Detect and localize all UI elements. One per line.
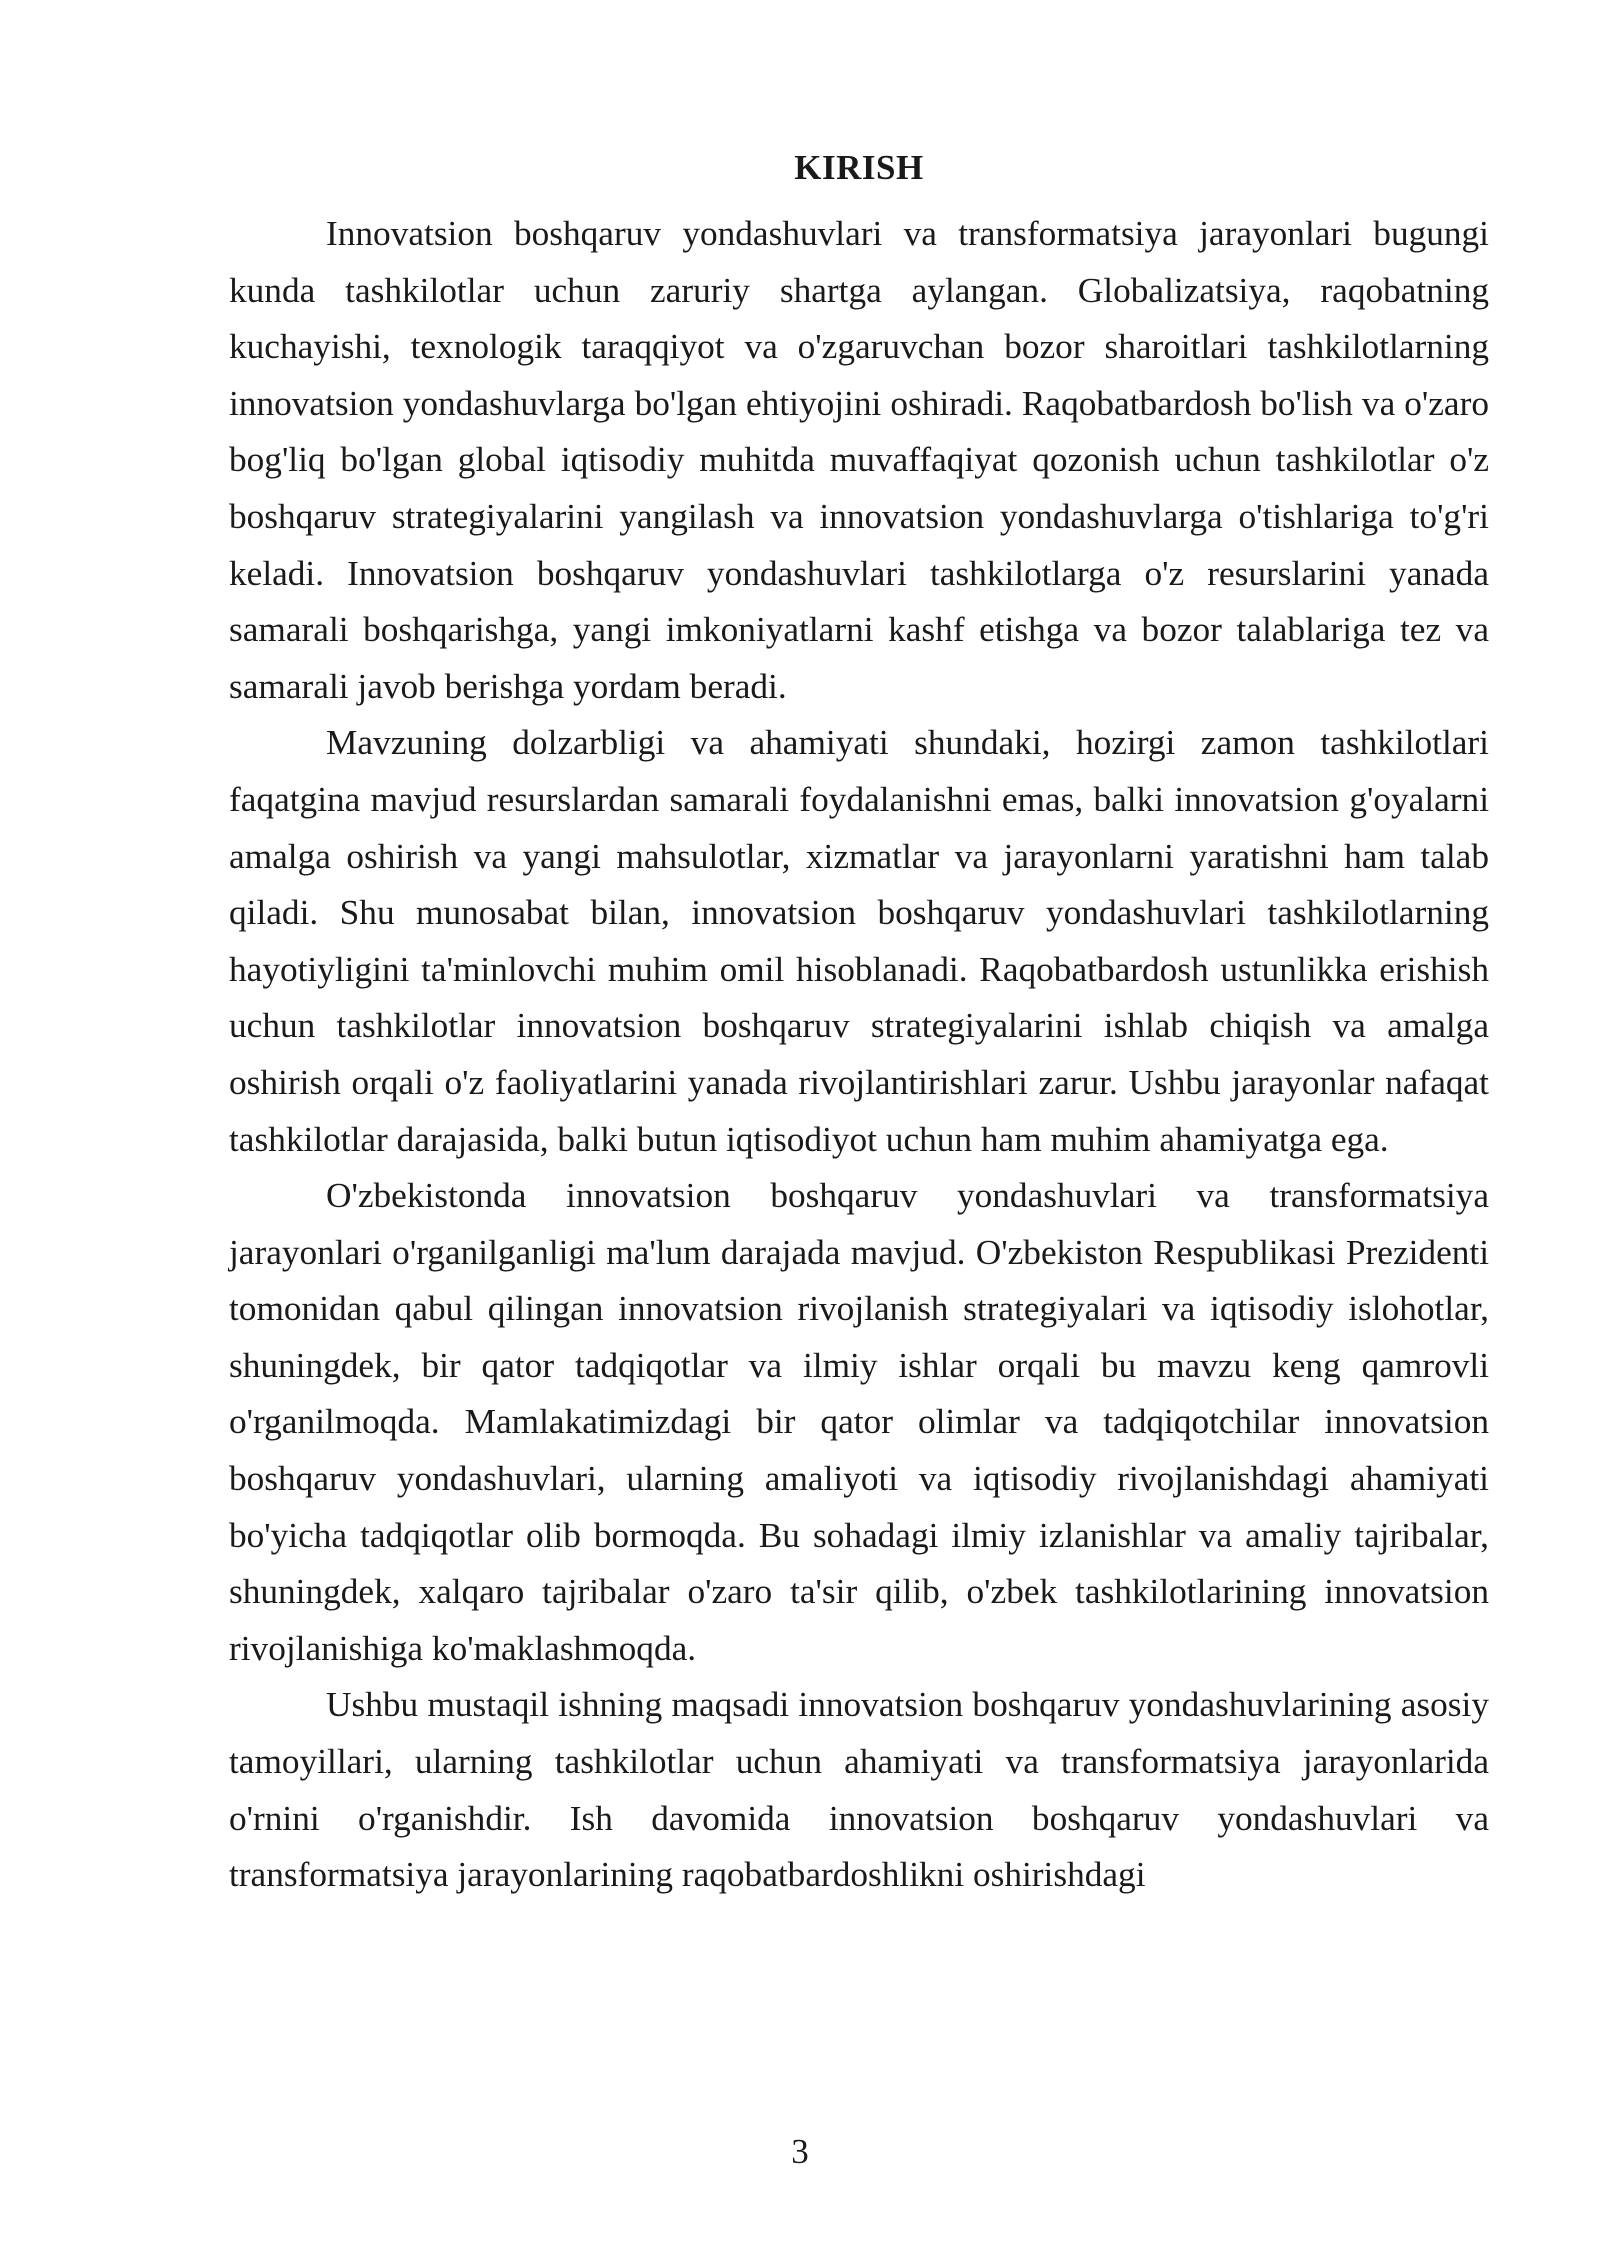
paragraph-intro: Innovatsion boshqaruv yondashuvlari va transformatsiya jarayonlari bugungi kunda tashkilotlar uchun zaruriy shartga aylangan. Globalizatsiya, raqobatning kuchayishi, texnologik taraqqiyot va o'zgaruvchan bozor sharoitlari tashkilotlarning innovatsion yondashuvlarga bo'lgan ehtiyojini oshiradi. Raqobatbardosh bo'lish va o'zaro bog'liq bo'lgan global iqtisodiy muhitda muvaffaqiyat qozonish uchun tashkilotlar o'z boshqaruv strategiyalarini yangilash va innovatsion yondashuvlarga o'tishlariga to'g'ri keladi. Innovatsion boshqaruv yondashuvlari tashkilotlarga o'z resurslarini yanada samarali boshqarishga, yangi imkoniyatlarni kashf etishga va bozor talablariga tez va samarali javob berishga yordam beradi.	[229, 214, 1489, 706]
page-number: 3	[791, 2132, 809, 2171]
page-content	[229, 148, 1489, 1904]
section-title: KIRISH	[794, 148, 924, 187]
paragraph-uzbekistan: O'zbekistonda innovatsion boshqaruv yondashuvlari va transformatsiya jarayonlari o'rganilganligi ma'lum darajada mavjud. O'zbekiston Respublikasi Prezidenti tomonidan qabul qilingan innovatsion rivojlanish strategiyalari va iqtisodiy islohotlar, shuningdek, bir qator tadqiqotlar va ilmiy ishlar orqali bu mavzu keng qamrovli o'rganilmoqda. Mamlakatimizdagi bir qator olimlar va tadqiqotchilar innovatsion boshqaruv yondashuvlari, ularning amaliyoti va iqtisodiy rivojlanishdagi ahamiyati bo'yicha tadqiqotlar olib bormoqda. Bu sohadagi ilmiy izlanishlar va amaliy tajribalar, shuningdek, xalqaro tajribalar o'zaro ta'sir qilib, o'zbek tashkilotlarining innovatsion rivojlanishiga ko'maklashmoqda.	[229, 1176, 1489, 1668]
paragraph-goal: Ushbu mustaqil ishning maqsadi innovatsion boshqaruv yondashuvlarining asosiy tamoyillari, ularning tashkilotlar uchun ahamiyati va transformatsiya jarayonlarida o'rnini o'rganishdir. Ish davomida innovatsion boshqaruv yondashuvlari va transformatsiya jarayonlarining raqobatbardoshlikni oshirishdagi	[229, 1685, 1489, 1895]
paragraph-relevance: Mavzuning dolzarbligi va ahamiyati shundaki, hozirgi zamon tashkilotlari faqatgina mavjud resurslardan samarali foydalanishni emas, balki innovatsion g'oyalarni amalga oshirish va yangi mahsulotlar, xizmatlar va jarayonlarni yaratishni ham talab qiladi. Shu munosabat bilan, innovatsion boshqaruv yondashuvlari tashkilotlarning hayotiyligini ta'minlovchi muhim omil hisoblanadi. Raqobatbardosh ustunlikka erishish uchun tashkilotlar innovatsion boshqaruv strategiyalarini ishlab chiqish va amalga oshirish orqali o'z faoliyatlarini yanada rivojlantirishlari zarur. Ushbu jarayonlar nafaqat tashkilotlar darajasida, balki butun iqtisodiyot uchun ham muhim ahamiyatga ega.	[229, 723, 1489, 1159]
